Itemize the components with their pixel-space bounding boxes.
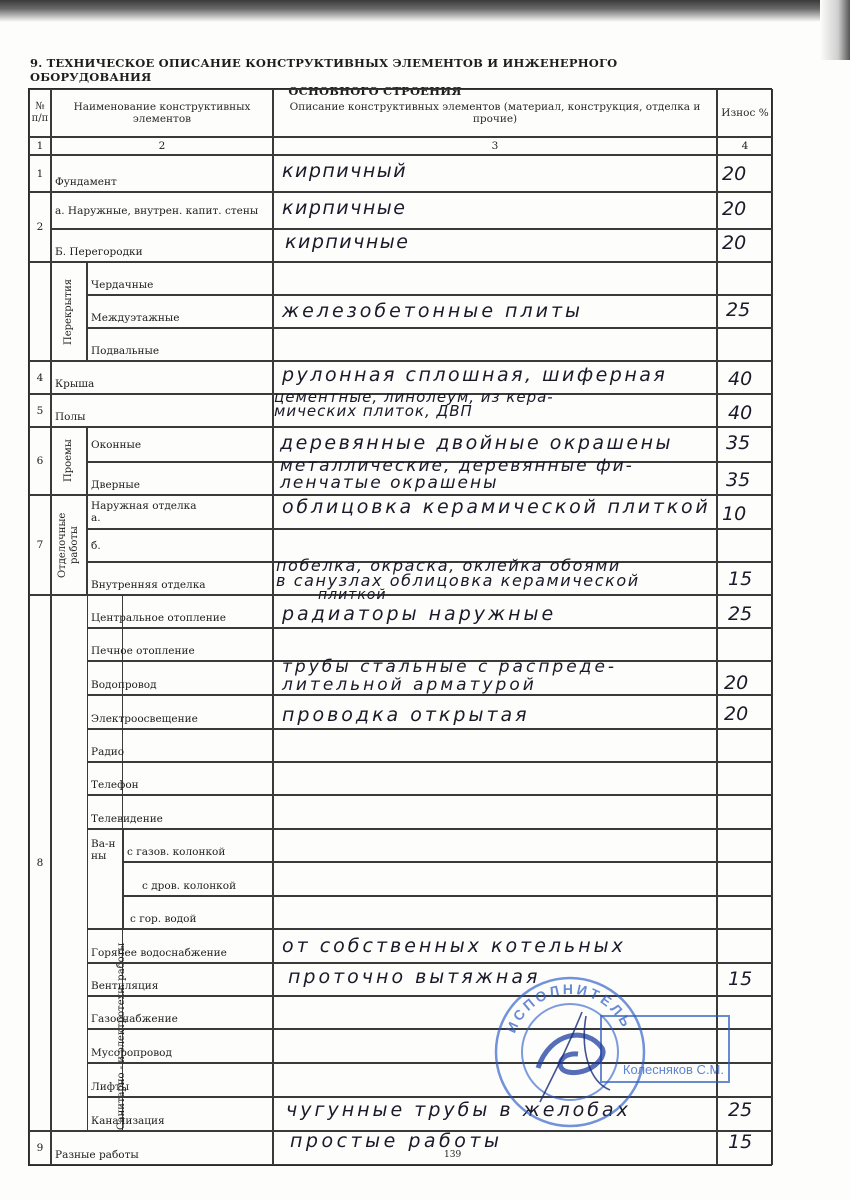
wear-cell <box>717 729 773 762</box>
element-name: Радио <box>87 729 273 762</box>
element-description <box>273 896 717 929</box>
element-name: а. Наружные, внутрен. капит. стены <box>51 192 273 229</box>
wear-cell <box>717 529 773 562</box>
wear-cell <box>717 862 773 896</box>
wear-cell <box>717 628 773 661</box>
element-name: с гор. водой <box>123 896 273 929</box>
element-name: Подвальные <box>87 328 273 361</box>
scan-edge <box>0 0 850 22</box>
handwritten-text: металлические, деревянные фи- <box>280 456 634 476</box>
wear-value: 15 <box>728 568 753 590</box>
handwritten-text: лительной арматурой <box>282 675 537 695</box>
round-seal-icon <box>490 972 650 1132</box>
element-name: Б. Перегородки <box>51 229 273 262</box>
handwritten-text: кирпичные <box>282 197 407 219</box>
handwritten-text: ленчатые окрашены <box>280 473 499 493</box>
wear-value: 10 <box>722 503 747 525</box>
wear-value: 40 <box>728 368 753 390</box>
element-description <box>273 795 717 829</box>
element-name: Вентиляция <box>87 963 273 996</box>
page-number: 139 <box>444 1150 462 1160</box>
handwritten-text: деревянные двойные окрашены <box>280 432 674 454</box>
element-name: Фундамент <box>51 155 273 192</box>
wear-value: 35 <box>726 469 751 491</box>
col-wear-header: Износ % <box>717 89 773 137</box>
group-label-otdelochnye: Отделочные работы <box>51 495 87 595</box>
handwritten-text: кирпичный <box>282 160 408 182</box>
handwritten-text: проводка открытая <box>282 704 530 726</box>
element-name: Мусоропровод <box>87 1029 273 1063</box>
wear-cell <box>717 262 773 295</box>
element-name <box>87 495 273 529</box>
element-name: Внутренняя отделка <box>87 562 273 595</box>
handwritten-text: цементные, линолеум, из кера- <box>274 388 554 406</box>
naruzhnaya-sub: а. <box>91 512 101 524</box>
scan-corner <box>820 0 850 60</box>
naruzhnaya-label: Наружная отделка <box>91 500 197 512</box>
col-number-4: 4 <box>717 137 773 155</box>
handwritten-text: от собственных котельных <box>282 935 626 957</box>
wear-value: 15 <box>728 1131 753 1153</box>
row-number: 9 <box>29 1131 51 1165</box>
element-name: б. <box>87 529 273 562</box>
handwritten-text: в санузлах облицовка керамической <box>276 571 640 590</box>
handwritten-text: простые работы <box>290 1130 503 1152</box>
handwritten-text: радиаторы наружные <box>282 603 557 625</box>
handwritten-text: плиткой <box>318 587 387 603</box>
wear-value: 25 <box>728 1099 753 1121</box>
group-label-vanny: Ва-нны <box>87 829 123 929</box>
col-desc-header: Описание конструктивных элементов (материал, конструкция, отделка и прочие) <box>273 89 717 137</box>
element-description <box>273 729 717 762</box>
wear-value: 20 <box>724 703 749 725</box>
wear-cell <box>717 929 773 963</box>
element-description <box>273 862 717 896</box>
element-name: Печное отопление <box>87 628 273 661</box>
title-line-2: ОСНОВНОГО СТРОЕНИЯ <box>288 84 462 98</box>
wear-value: 40 <box>728 402 753 424</box>
col-number-2: 2 <box>51 137 273 155</box>
executor-stamp: Колесняков С.М. <box>600 1015 730 1083</box>
wear-value: 25 <box>726 299 751 321</box>
col-number-1: 1 <box>29 137 51 155</box>
handwritten-text: кирпичные <box>285 231 410 253</box>
wear-value: 20 <box>722 163 747 185</box>
element-description <box>273 762 717 795</box>
element-name: Телефон <box>87 762 273 795</box>
row-number: 5 <box>29 394 51 427</box>
svg-text:ИСПОЛНИТЕЛЬ <box>503 981 636 1035</box>
element-name: Горячее водоснабжение <box>87 929 273 963</box>
row-number: 1 <box>29 155 51 192</box>
element-name: Оконные <box>87 427 273 462</box>
element-name: Телевидение <box>87 795 273 829</box>
seal-ring-text: ИСПОЛНИТЕЛЬ <box>502 980 636 1036</box>
element-name: с газов. колонкой <box>123 829 273 862</box>
wear-cell <box>717 829 773 862</box>
row-number: 8 <box>29 595 51 1131</box>
handwritten-text: рулонная сплошная, шиферная <box>282 364 668 386</box>
wear-value: 20 <box>722 232 747 254</box>
wear-value: 20 <box>722 198 747 220</box>
element-name: с дров. колонкой <box>123 862 273 896</box>
wear-cell <box>717 328 773 361</box>
row-number: 4 <box>29 361 51 394</box>
element-name: Электроосвещение <box>87 695 273 729</box>
element-name: Чердачные <box>87 262 273 295</box>
handwritten-text: облицовка керамической плиткой <box>282 496 711 518</box>
handwritten-text: мических плиток, ДВП <box>274 402 473 420</box>
group-label-perekrytiya: Перекрытия <box>51 262 87 361</box>
element-name: Крыша <box>51 361 273 394</box>
element-name: Газоснабжение <box>87 996 273 1029</box>
handwritten-text: трубы стальные с распреде- <box>282 657 618 677</box>
wear-value: 25 <box>728 603 753 625</box>
col-no-header: № п/п <box>29 89 51 137</box>
wear-cell <box>717 762 773 795</box>
row-number: 7 <box>29 495 51 595</box>
row-number: 6 <box>29 427 51 495</box>
element-name: Разные работы <box>51 1131 273 1165</box>
wear-cell <box>717 896 773 929</box>
element-description <box>273 829 717 862</box>
handwritten-text: проточно вытяжная <box>288 966 541 988</box>
element-name: Междуэтажные <box>87 295 273 328</box>
wear-value: 35 <box>726 432 751 454</box>
element-name: Дверные <box>87 462 273 495</box>
element-name: Лифты <box>87 1063 273 1097</box>
col-number-3: 3 <box>273 137 717 155</box>
title-line-1: 9. ТЕХНИЧЕСКОЕ ОПИСАНИЕ КОНСТРУКТИВНЫХ ЭЛЕМЕНТОВ И ИНЖЕНЕРНОГО ОБОРУДОВАНИЯ <box>30 56 618 84</box>
element-description <box>273 328 717 361</box>
group-label-proemy: Проемы <box>51 427 87 495</box>
row-number: 2 <box>29 192 51 262</box>
element-name: Полы <box>51 394 273 427</box>
col-name-header: Наименование конструктивных элементов <box>51 89 273 137</box>
wear-cell <box>717 795 773 829</box>
wear-value: 20 <box>724 672 749 694</box>
element-description <box>273 262 717 295</box>
group-label-sanitarno: Санитарно - и электротехн. работы <box>51 595 123 1131</box>
wear-value: 15 <box>728 968 753 990</box>
row-number <box>29 262 51 361</box>
handwritten-text: побелка, окраска, оклейка обоями <box>276 556 621 575</box>
element-name: Канализация <box>87 1097 273 1131</box>
element-name: Центральное отопление <box>87 595 273 628</box>
element-name: Водопровод <box>87 661 273 695</box>
handwritten-text: железобетонные плиты <box>282 300 584 322</box>
handwritten-text: чугунные трубы в желобах <box>286 1099 631 1121</box>
